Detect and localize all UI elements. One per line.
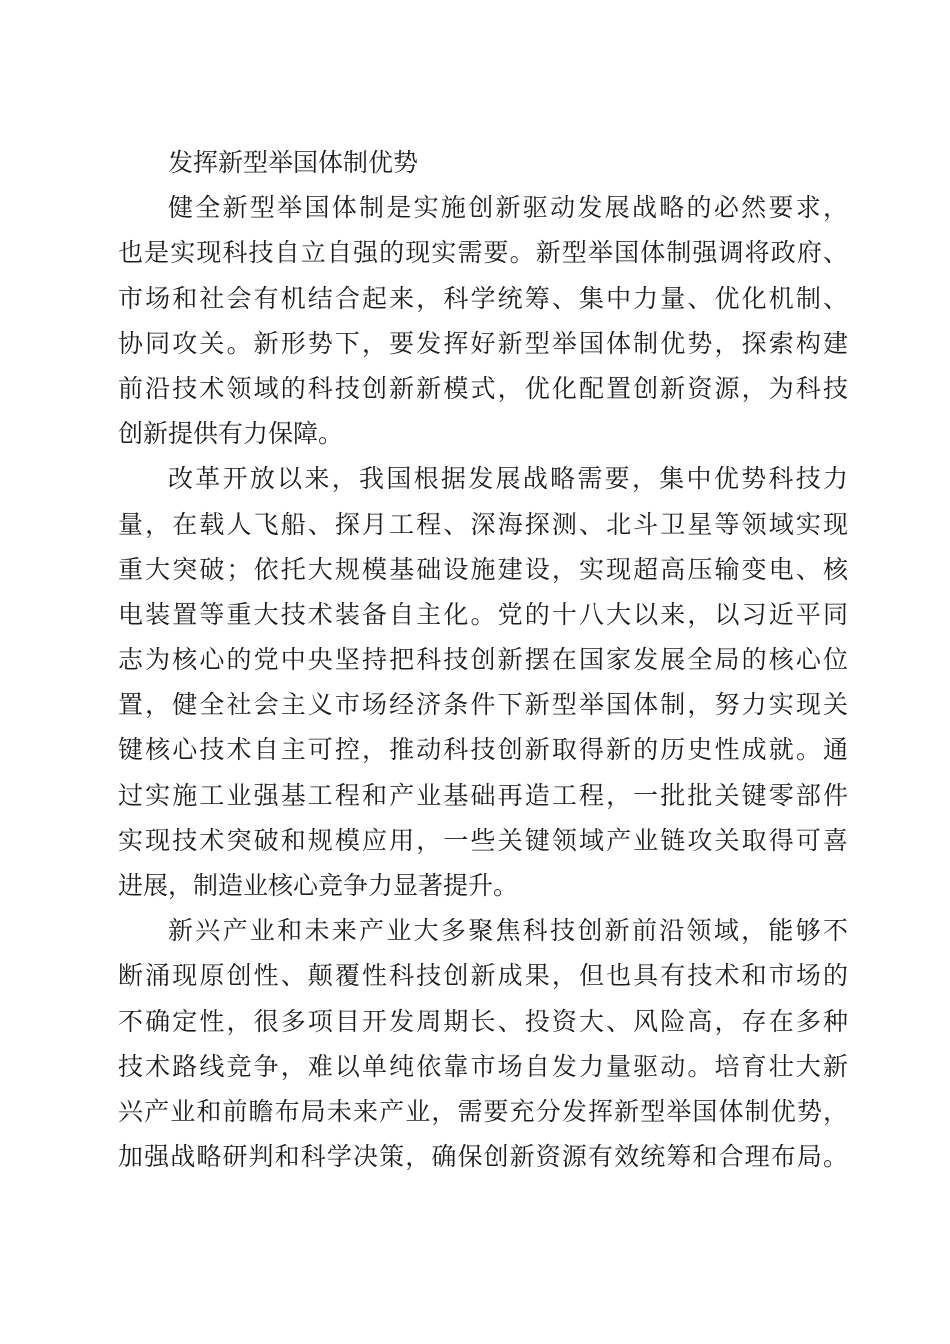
paragraph (118, 908, 848, 1179)
paragraph-line: 过实施工业强基工程和产业基础再造工程，一批批关键零部件 (118, 780, 848, 810)
paragraph-line: 兴产业和前瞻布局未来产业，需要充分发挥新型举国体制优势， (118, 1096, 848, 1126)
paragraph-line: 志为核心的党中央坚持把科技创新摆在国家发展全局的核心位 (118, 645, 848, 675)
paragraph-line: 重大突破；依托大规模基础设施建设，实现超高压输变电、核 (118, 554, 848, 584)
paragraph-line: 键核心技术自主可控，推动科技创新取得新的历史性成就。通 (118, 735, 848, 765)
paragraph-line: 加强战略研判和科学决策，确保创新资源有效统筹和合理布局。 (118, 1142, 848, 1172)
paragraph-line: 前沿技术领域的科技创新新模式，优化配置创新资源，为科技 (118, 373, 848, 403)
paragraph-line: 进展，制造业核心竞争力显著提升。 (118, 871, 519, 900)
paragraph-line: 实现技术突破和规模应用，一些关键领域产业链攻关取得可喜 (118, 825, 848, 855)
paragraph-line: 断涌现原创性、颠覆性科技创新成果，但也具有技术和市场的 (118, 961, 848, 991)
paragraph-line: 不确定性，很多项目开发周期长、投资大、风险高，存在多种 (118, 1006, 848, 1036)
section-heading: 发挥新型举国体制优势 (168, 148, 419, 177)
paragraph-line: 创新提供有力保障。 (118, 419, 344, 449)
paragraph-line: 新兴产业和未来产业大多聚焦科技创新前沿领域，能够不 (168, 916, 848, 946)
paragraph-line: 置，健全社会主义市场经济条件下新型举国体制，努力实现关 (118, 690, 848, 720)
paragraph (118, 185, 848, 456)
paragraph-line: 改革开放以来，我国根据发展战略需要，集中优势科技力 (168, 464, 848, 494)
paragraph-line: 量，在载人飞船、探月工程、深海探测、北斗卫星等领域实现 (118, 509, 848, 539)
paragraph-line: 电装置等重大技术装备自主化。党的十八大以来，以习近平同 (118, 599, 848, 629)
paragraph (118, 456, 848, 908)
paragraph-line: 技术路线竞争，难以单纯依靠市场自发力量驱动。培育壮大新 (118, 1051, 848, 1081)
paragraph-line: 市场和社会有机结合起来，科学统筹、集中力量、优化机制、 (118, 283, 848, 313)
paragraph-line: 健全新型举国体制是实施创新驱动发展战略的必然要求， (168, 193, 848, 223)
paragraph-line: 协同攻关。新形势下，要发挥好新型举国体制优势，探索构建 (118, 328, 848, 358)
paragraph-line: 也是实现科技自立自强的现实需要。新型举国体制强调将政府、 (118, 238, 848, 268)
document-body (118, 140, 848, 1179)
